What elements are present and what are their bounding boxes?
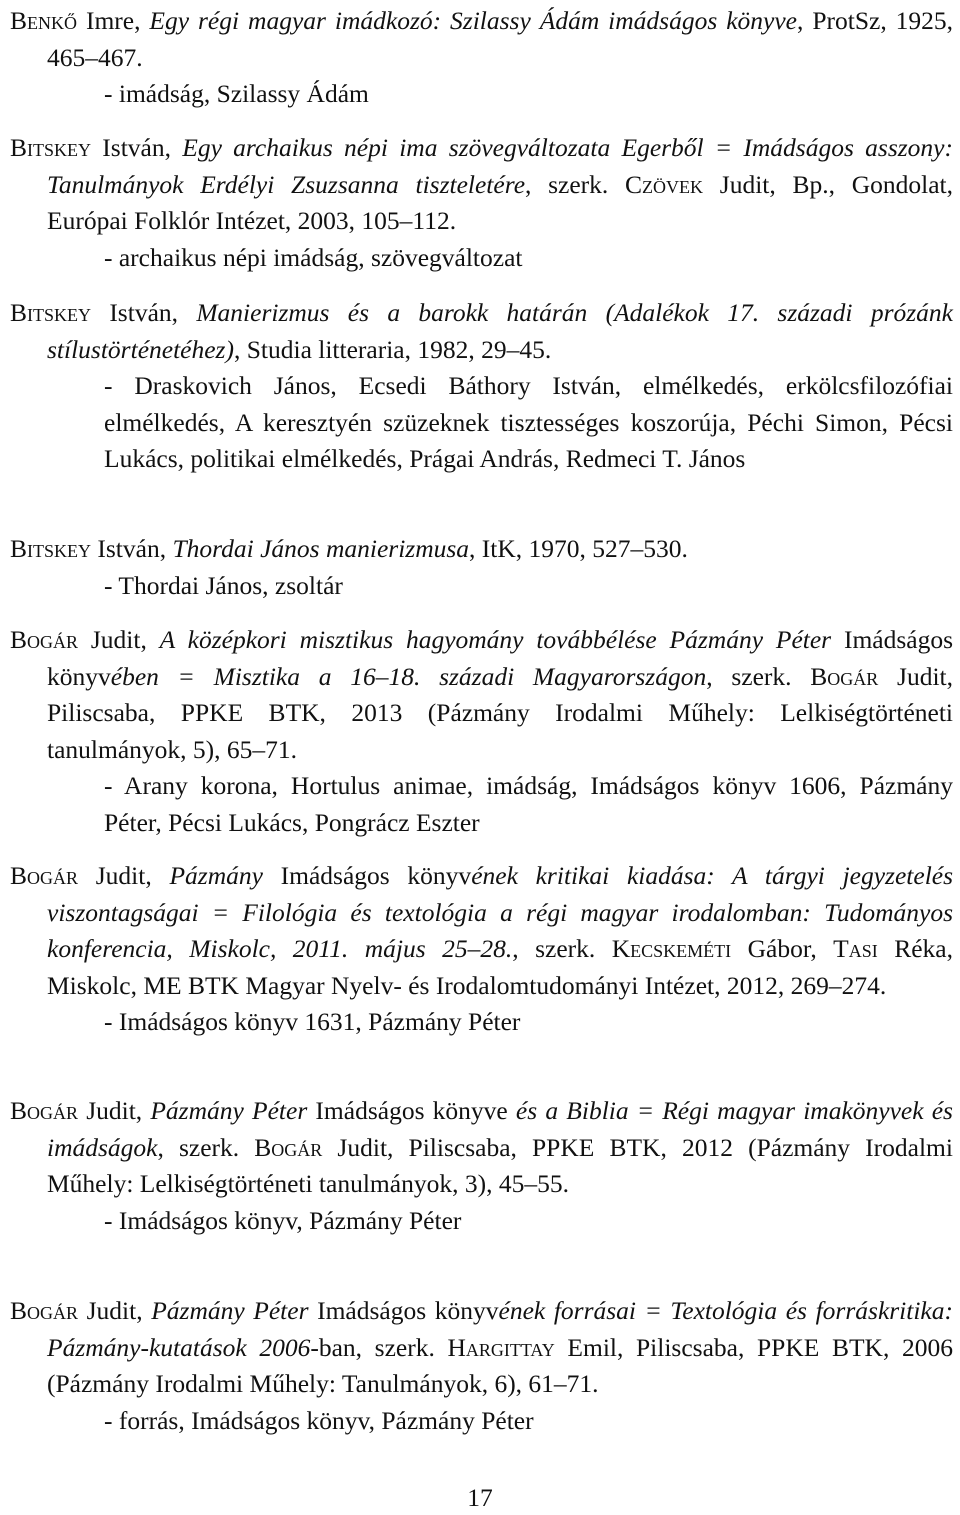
- author-surname: Bogár: [10, 625, 79, 654]
- keywords: - imádság, Szilassy Ádám: [104, 79, 369, 109]
- author-forename: Judit,: [78, 861, 170, 890]
- work-title: és a Biblia = Régi magyar imakönyvek és imádságok: [47, 1096, 953, 1162]
- work-title: Manierizmus és a barokk határán (Adalékok 17. századi prózánk stílustörténetéhez): [47, 298, 953, 364]
- work-title-plain: Imádságos könyv: [308, 1296, 499, 1325]
- publication-info: , ProtSz, 1925, 465–467.: [47, 6, 954, 72]
- publication-info: , szerk.: [512, 934, 612, 964]
- reference: [10, 622, 953, 768]
- bibliography-entry: [10, 858, 953, 1041]
- editor-surname: Czövek: [625, 169, 704, 199]
- work-title: Egy régi magyar imádkozó: Szilassy Ádám imádságos könyve: [149, 6, 797, 35]
- editor-surname: Bogár: [810, 661, 879, 691]
- bibliography-entry: [10, 1093, 953, 1239]
- author-surname: Benkő: [10, 6, 78, 35]
- bibliography-entry: [10, 531, 953, 604]
- author-surname: Bogár: [10, 1096, 79, 1125]
- work-title: ének forrásai = Textológia és forráskritika: Pázmány-kutatások 2006: [47, 1296, 953, 1362]
- editor-surname: Tasi: [833, 934, 878, 964]
- publication-info: , szerk.: [706, 661, 811, 691]
- publication-info: Judit, Piliscsaba, PPKE BTK, 2013 (Pázmány Irodalmi Műhely: Lelkiségtörténeti tanulmányok, 5), 65–71.: [47, 661, 953, 764]
- publication-info: , Studia litteraria, 1982, 29–45.: [233, 334, 552, 364]
- author-forename: Judit,: [78, 1296, 152, 1325]
- work-title-plain: Imádságos könyve: [307, 1096, 508, 1125]
- keywords: - Imádságos könyv 1631, Pázmány Péter: [104, 1007, 521, 1037]
- author-forename: István,: [91, 534, 173, 563]
- bibliography-entry: [10, 622, 953, 842]
- publication-info: , szerk.: [157, 1132, 255, 1162]
- author-surname: Bogár: [10, 1296, 79, 1325]
- publication-info: , szerk.: [355, 1332, 448, 1362]
- author-surname: Bogár: [10, 861, 79, 890]
- work-title-plain: Imádságos könyv: [262, 861, 472, 890]
- author-surname: Bitskey: [10, 298, 92, 327]
- keywords: - Draskovich János, Ecsedi Báthory István, elmélkedés, erkölcsfilozófiai elmélkedés, A keresztyén szüzeknek tisztességes koszorúja, Péchi Simon, Pécsi Lukács, politikai elmélkedés, Prágai András, Redmeci T. János: [104, 371, 953, 474]
- work-title: Thordai János manierizmusa: [172, 534, 470, 563]
- work-title: Egy archaikus népi ima szövegváltozata Egerből = Imádságos asszony: Tanulmányok Erdélyi Zsuzsanna tiszteletére: [47, 133, 953, 199]
- keywords: - archaikus népi imádság, szövegváltozat: [104, 242, 523, 272]
- work-title: Pázmány Péter: [151, 1296, 309, 1325]
- reference: [10, 295, 953, 368]
- author-forename: Judit,: [78, 625, 160, 654]
- publication-info: Judit, Bp., Gondolat, Európai Folklór Intézet, 2003, 105–112.: [47, 169, 953, 236]
- keywords: - Imádságos könyv, Pázmány Péter: [104, 1205, 462, 1235]
- reference: [10, 858, 953, 1004]
- author-forename: István,: [91, 133, 183, 162]
- publication-info: Emil, Piliscsaba, PPKE BTK, 2006 (Pázmány Irodalmi Műhely: Tanulmányok, 6), 61–71.: [47, 1332, 953, 1399]
- reference: [10, 3, 953, 76]
- bibliography-entry: [10, 130, 953, 276]
- work-title: ében = Misztika a 16–18. századi Magyarországon: [110, 661, 707, 691]
- reference: [10, 130, 953, 240]
- publication-info: Gábor,: [731, 934, 834, 964]
- work-title: Pázmány: [169, 861, 263, 890]
- editor-surname: Bogár: [254, 1132, 323, 1162]
- publication-info: Judit, Piliscsaba, PPKE BTK, 2012 (Pázmány Irodalmi Műhely: Lelkiségtörténeti tanulmányok, 3), 45–55.: [47, 1132, 953, 1199]
- editor-surname: Hargittay: [447, 1332, 555, 1362]
- reference: [10, 1293, 953, 1403]
- publication-info: Réka, Miskolc, ME BTK Magyar Nyelv- és Irodalomtudományi Intézet, 2012, 269–274.: [47, 934, 953, 1000]
- work-title: ének kritikai kiadása: A tárgyi jegyzetelés viszontagságai = Filológia és textológia a régi magyar irodalomban: Tudományos konferencia, Miskolc, 2011. május 25–28.: [47, 861, 954, 964]
- author-forename: Judit,: [78, 1096, 151, 1125]
- work-title-plain: Imádságos könyv: [47, 625, 954, 691]
- work-title-plain: -ban: [310, 1332, 356, 1362]
- author-surname: Bitskey: [10, 534, 92, 563]
- bibliography-entry: [10, 295, 953, 478]
- publication-info: , szerk.: [525, 169, 626, 199]
- work-title: A középkori misztikus hagyomány továbbélése Pázmány Péter: [159, 625, 832, 654]
- publication-info: , ItK, 1970, 527–530.: [469, 534, 688, 563]
- work-title: Pázmány Péter: [150, 1096, 308, 1125]
- keywords: - Thordai János, zsoltár: [104, 570, 343, 600]
- reference: [10, 531, 953, 568]
- keywords: - Arany korona, Hortulus animae, imádság, Imádságos könyv 1606, Pázmány Péter, Pécsi Lukács, Pongrácz Eszter: [104, 771, 953, 837]
- author-forename: Imre,: [77, 6, 150, 35]
- bibliography-entry: [10, 3, 953, 113]
- reference: [10, 1093, 953, 1203]
- author-surname: Bitskey: [10, 133, 92, 162]
- page-number: 17: [467, 1483, 493, 1512]
- keywords: - forrás, Imádságos könyv, Pázmány Péter: [104, 1405, 534, 1435]
- bibliography-entry: [10, 1293, 953, 1439]
- editor-surname: Kecskeméti: [611, 934, 732, 964]
- author-forename: István,: [91, 298, 197, 327]
